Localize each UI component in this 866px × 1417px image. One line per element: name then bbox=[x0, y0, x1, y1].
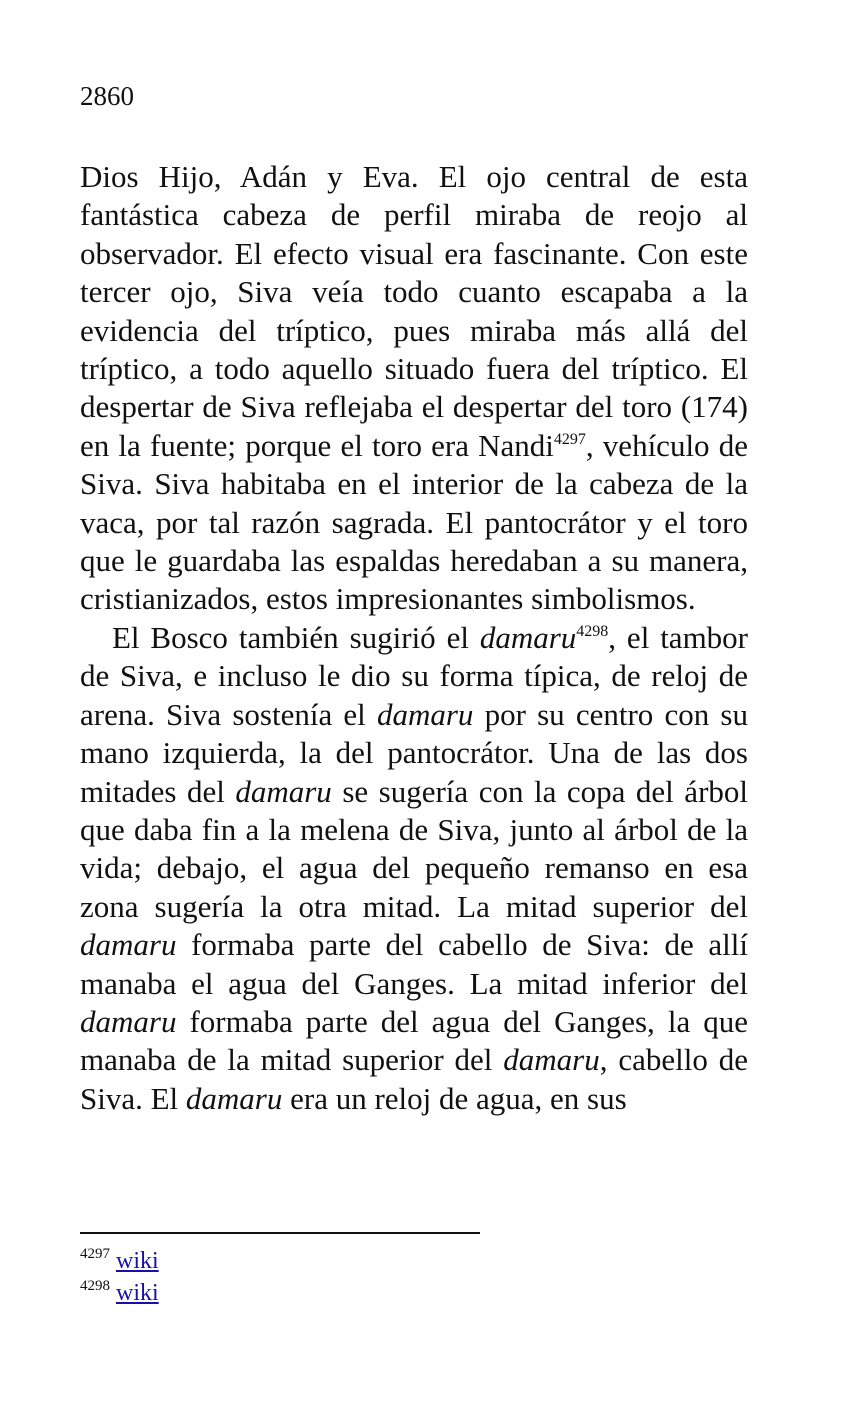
body-text bbox=[80, 158, 748, 1118]
italic-term: damaru bbox=[503, 1042, 600, 1078]
footnote bbox=[80, 1277, 159, 1309]
footnote-link[interactable]: wiki bbox=[116, 1248, 159, 1274]
text-run: se sugería con la copa del árbol que daba fin a la melena de Siva, junto al árbol de la vida; debajo, el agua del pequeño remanso en esa zona sugería la otra mitad. La mitad superior del bbox=[80, 773, 749, 924]
text-run: formaba parte del cabello de Siva: de allí manaba el agua del Ganges. La mitad inferior del bbox=[80, 927, 748, 1001]
footnote bbox=[80, 1245, 159, 1277]
italic-term: damaru bbox=[80, 1003, 177, 1039]
italic-term: damaru bbox=[376, 696, 474, 732]
text-run: era un reloj de agua, en sus bbox=[282, 1080, 627, 1116]
text-run: El Bosco también sugirió el bbox=[112, 619, 480, 655]
italic-term: damaru bbox=[235, 773, 332, 809]
footnote-link[interactable]: wiki bbox=[116, 1280, 159, 1306]
footnotes bbox=[80, 1245, 159, 1309]
page-number: 2860 bbox=[80, 81, 134, 111]
text-run: formaba parte del agua del Ganges, la que manaba de la mitad superior del bbox=[80, 1003, 748, 1078]
text-run: por su centro con su mano izquierda, la del pantocrátor. Una de las dos mitades del bbox=[80, 696, 748, 809]
italic-term: damaru bbox=[80, 927, 177, 963]
text-run: Dios Hijo, Adán y Eva. El ojo central de esta fantástica cabeza de perfil miraba de reojo al observador. El efecto visual era fascinante. Con este tercer ojo, Siva veía todo cuanto escapaba a la evidencia del tríptico, pues miraba más allá del tríptico, a todo aquello situado fuera del tríptico. El despertar de Siva reflejaba el despertar del toro (174) en la fuente; porque el toro era Nandi bbox=[80, 159, 748, 463]
footnote-number: 4298 bbox=[80, 1278, 110, 1294]
text-run: , vehículo de Siva. Siva habitaba en el interior de la cabeza de la vaca, por tal razón sagrada. El pantocrátor y el toro que le guardaba las espaldas heredaban a su manera, cristianizados, estos impresionantes simbolismos. bbox=[80, 427, 748, 617]
footnote-reference: 4298 bbox=[576, 622, 609, 640]
paragraph bbox=[80, 158, 748, 619]
text-run: , el tambor de Siva, e incluso le dio su forma típica, de reloj de arena. Siva sostenía el bbox=[80, 619, 749, 732]
footnote-number: 4297 bbox=[80, 1246, 110, 1262]
footnote-divider bbox=[80, 1232, 480, 1234]
footnote-reference: 4297 bbox=[553, 430, 586, 448]
text-run: , cabello de Siva. El bbox=[80, 1042, 749, 1116]
italic-term: damaru bbox=[185, 1080, 283, 1116]
paragraph bbox=[80, 619, 748, 1118]
italic-term: damaru bbox=[479, 619, 577, 655]
